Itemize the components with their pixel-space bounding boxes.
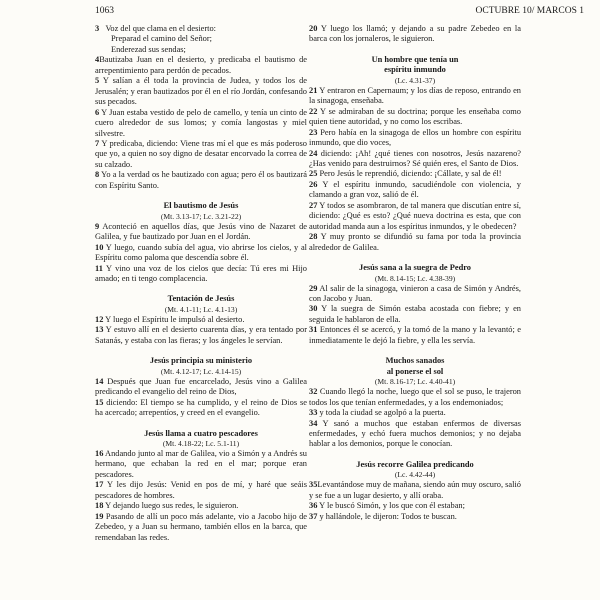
verse-8 bbox=[95, 170, 307, 191]
page-header bbox=[95, 5, 584, 17]
verse-number: 4 bbox=[95, 55, 100, 65]
verse-number: 13 bbox=[95, 325, 104, 335]
verse-16 bbox=[95, 449, 307, 480]
verse-6 bbox=[95, 108, 307, 139]
verse-text: Pero había en la sinagoga de ellos un hombre con espíritu inmundo, que dio voces, bbox=[309, 127, 522, 148]
verse-33 bbox=[309, 408, 521, 418]
verse-13 bbox=[95, 325, 307, 346]
section-refs: (Mt. 8.16-17; Lc. 4.40-41) bbox=[374, 377, 456, 387]
section-title: Jesús sana a la suegra de Pedro bbox=[359, 263, 471, 273]
verse-text: Y vino una voz de los cielos que decía: Tú eres mi Hijo amado; en ti tengo complacencia. bbox=[95, 263, 307, 283]
verse-36 bbox=[309, 501, 521, 511]
verse-4 bbox=[95, 55, 307, 76]
section-title: Muchos sanados bbox=[385, 356, 445, 366]
verse-37 bbox=[309, 512, 521, 522]
verse-number: 16 bbox=[95, 448, 104, 458]
verse-5 bbox=[95, 76, 307, 107]
verse-text: Al salir de la sinagoga, vinieron a casa de Simón y Andrés, con Jacobo y Juan. bbox=[309, 283, 521, 303]
section-refs: (Mt. 4.1-11; Lc. 4.1-13) bbox=[164, 304, 238, 314]
verse-3 bbox=[95, 24, 307, 55]
verse-26 bbox=[309, 180, 521, 201]
verse-number: 14 bbox=[95, 376, 104, 386]
section-title: espíritu inmundo bbox=[384, 65, 446, 75]
verse-number: 35 bbox=[309, 480, 318, 490]
verse-22 bbox=[309, 107, 521, 128]
verse-12 bbox=[95, 315, 307, 325]
section-heading bbox=[95, 201, 307, 211]
running-head: OCTUBRE 10/ MARCOS 1 bbox=[475, 6, 584, 16]
verse-text: Y muy pronto se difundió su fama por toda la provincia alrededor de Galilea. bbox=[309, 232, 521, 252]
page-number: 1063 bbox=[95, 6, 114, 16]
verse-29 bbox=[309, 284, 521, 305]
verse-number: 33 bbox=[309, 408, 318, 418]
verse-27 bbox=[309, 201, 521, 232]
verse-number: 12 bbox=[95, 314, 104, 324]
section-heading bbox=[309, 460, 521, 470]
verse-18 bbox=[95, 501, 307, 511]
section-title: El bautismo de Jesús bbox=[163, 201, 239, 211]
verse-number: 10 bbox=[95, 242, 104, 252]
verse-34 bbox=[309, 419, 521, 450]
section-heading bbox=[309, 55, 521, 76]
verse-text: Y entraron en Capernaum; y los días de reposo, entrando en la sinagoga, enseñaba. bbox=[309, 85, 521, 106]
section-refs: (Lc. 4.31-37) bbox=[394, 75, 436, 85]
verse-number: 28 bbox=[309, 232, 318, 242]
verse-text: Después que Juan fue encarcelado, Jesús vino a Galilea predicando el evangelio del reino de Dios, bbox=[95, 376, 307, 397]
poem-line: Voz del que clama en el desierto: bbox=[105, 24, 217, 33]
verse-24 bbox=[309, 149, 521, 170]
verse-text: Y Juan estaba vestido de pelo de camello, y tenía un cinto de cuero alrededor de sus lomos; y comía langostas y miel silvestre. bbox=[95, 107, 307, 138]
verse-35 bbox=[309, 480, 521, 501]
section-heading bbox=[95, 429, 307, 439]
left-column bbox=[95, 24, 307, 543]
verse-number: 19 bbox=[95, 511, 104, 521]
verse-number: 24 bbox=[309, 148, 318, 158]
verse-text: Yo a la verdad os he bautizado con agua; pero él os bautizará con Espíritu Santo. bbox=[95, 170, 307, 190]
verse-14 bbox=[95, 377, 307, 398]
verse-number: 25 bbox=[309, 169, 318, 179]
verse-17 bbox=[95, 480, 307, 501]
section-title: Jesús recorre Galilea predicando bbox=[356, 459, 474, 469]
section-title: Tentación de Jesús bbox=[167, 294, 235, 304]
verse-number: 8 bbox=[95, 170, 100, 180]
verse-text: Y les dijo Jesús: Venid en pos de mí, y haré que seáis pescadores de hombres. bbox=[95, 480, 307, 500]
verse-number: 32 bbox=[309, 387, 318, 397]
verse-7 bbox=[95, 139, 307, 170]
verse-32 bbox=[309, 387, 521, 408]
verse-text: Y sanó a muchos que estaban enfermos de diversas enfermedades, y echó fuera muchos demonios; y no dejaba hablar a los demonios, porque le conocían. bbox=[309, 418, 521, 449]
section-title: Jesús llama a cuatro pescadores bbox=[144, 428, 258, 438]
verse-10 bbox=[95, 243, 307, 264]
verse-number: 15 bbox=[95, 397, 104, 407]
verse-text: y toda la ciudad se agolpó a la puerta. bbox=[319, 408, 446, 418]
verse-number: 6 bbox=[95, 107, 100, 117]
verse-number: 29 bbox=[309, 283, 318, 293]
section-heading bbox=[309, 356, 521, 377]
verse-number: 18 bbox=[95, 501, 104, 511]
section-refs: (Mt. 4.18-22; Lc. 5.1-11) bbox=[162, 438, 240, 448]
verse-text: Y todos se asombraron, de tal manera que discutían entre sí, diciendo: ¿Qué es esto? ¿Qué nueva doctrina es esta, que con autoridad manda aun a los espíritus inmundos, y le obedecen? bbox=[309, 200, 521, 231]
verse-number: 21 bbox=[309, 85, 318, 95]
verse-number: 27 bbox=[309, 200, 318, 210]
verse-30 bbox=[309, 304, 521, 325]
poem-line: Preparad el camino del Señor; bbox=[111, 34, 212, 44]
verse-number: 36 bbox=[309, 501, 318, 511]
verse-text: Y se admiraban de su doctrina; porque les enseñaba como quien tiene autoridad, y no como los escribas. bbox=[309, 106, 521, 127]
verse-text: Y salían a él toda la provincia de Judea, y todos los de Jerusalén; y eran bautizados por él en el río Jordán, confesando sus pecados. bbox=[95, 76, 307, 107]
verse-15 bbox=[95, 398, 307, 419]
verse-text: Cuando llegó la noche, luego que el sol se puso, le trajeron todos los que tenían enfermedades, y a los endemoniados; bbox=[309, 387, 521, 407]
verse-31 bbox=[309, 325, 521, 346]
verse-28 bbox=[309, 232, 521, 253]
verse-9 bbox=[95, 222, 307, 243]
verse-text: Entonces él se acercó, y la tomó de la mano y la levantó; e inmediatamente le dejó la fiebre, y ella les servía. bbox=[309, 325, 522, 345]
verse-text: diciendo: ¡Ah! ¿qué tienes con nosotros, Jesús nazareno? ¿Has venido para destruirnos? Sé quién eres, el Santo de Dios. bbox=[309, 148, 521, 168]
verse-text: Y la suegra de Simón estaba acostada con fiebre; y en seguida le hablaron de ella. bbox=[309, 304, 521, 324]
verse-11 bbox=[95, 264, 307, 285]
section-heading bbox=[309, 263, 521, 273]
verse-number: 7 bbox=[95, 138, 100, 148]
verse-text: Y luego los llamó; y dejando a su padre Zebedeo en la barca con los jornaleros, le siguieron. bbox=[309, 24, 521, 44]
verse-number: 11 bbox=[95, 263, 103, 273]
verse-text: Pero Jesús le reprendió, diciendo: ¡Cállate, y sal de él! bbox=[319, 169, 502, 179]
verse-number: 3 bbox=[95, 24, 100, 33]
verse-number: 9 bbox=[95, 221, 100, 231]
section-heading bbox=[95, 356, 307, 366]
verse-number: 30 bbox=[309, 304, 318, 314]
section-refs: (Lc. 4.42-44) bbox=[394, 470, 436, 480]
section-refs: (Mt. 3.13-17; Lc. 3.21-22) bbox=[160, 211, 242, 221]
verse-19 bbox=[95, 512, 307, 543]
verse-text: Y dejando luego sus redes, le siguieron. bbox=[105, 501, 239, 511]
verse-21 bbox=[309, 86, 521, 107]
poem-line: Enderezad sus sendas; bbox=[111, 44, 186, 54]
verse-text: Pasando de allí un poco más adelante, vio a Jacobo hijo de Zebedeo, y a Juan su hermano, también ellos en la barca, que remendaban las redes. bbox=[95, 511, 307, 542]
verse-number: 37 bbox=[309, 511, 318, 521]
verse-text: Y predicaba, diciendo: Viene tras mí el que es más poderoso que yo, a quien no soy digno de desatar encorvado la correa de su calzado. bbox=[95, 138, 307, 169]
verse-number: 34 bbox=[309, 418, 318, 428]
section-title: Jesús principia su ministerio bbox=[149, 356, 253, 366]
verse-number: 26 bbox=[309, 179, 318, 189]
verse-text: Y le buscó Simón, y los que con él estaban; bbox=[319, 501, 465, 511]
verse-number: 20 bbox=[309, 24, 318, 33]
verse-text: Y luego el Espíritu le impulsó al desierto. bbox=[105, 314, 245, 324]
verse-text: Levantándose muy de mañana, siendo aún muy oscuro, salió y se fue a un lugar desierto, y allí oraba. bbox=[309, 480, 521, 500]
verse-20 bbox=[309, 24, 521, 45]
verse-text: Andando junto al mar de Galilea, vio a Simón y a Andrés su hermano, que echaban la red en el mar; porque eran pescadores. bbox=[95, 448, 307, 479]
verse-number: 5 bbox=[95, 76, 100, 86]
verse-text: Y el espíritu inmundo, sacudiéndole con violencia, y clamando a gran voz, salió de él. bbox=[309, 179, 521, 200]
verse-text: diciendo: El tiempo se ha cumplido, y el reino de Dios se ha acercado; arrepentíos, y creed en el evangelio. bbox=[95, 397, 308, 418]
section-heading bbox=[95, 294, 307, 304]
section-title: al ponerse el sol bbox=[386, 366, 444, 376]
verse-text: Bautizaba Juan en el desierto, y predicaba el bautismo de arrepentimiento para perdón de pecados. bbox=[95, 55, 307, 75]
verse-text: y hallándole, le dijeron: Todos te buscan. bbox=[319, 511, 457, 521]
verse-text: Y estuvo allí en el desierto cuarenta días, y era tentado por Satanás, y estaba con las fieras; y los ángeles le servían. bbox=[95, 325, 307, 345]
section-title: Un hombre que tenía un bbox=[371, 54, 459, 64]
verse-25 bbox=[309, 169, 521, 179]
verse-number: 31 bbox=[309, 325, 318, 335]
verse-23 bbox=[309, 128, 521, 149]
right-column bbox=[309, 24, 521, 522]
verse-number: 17 bbox=[95, 480, 104, 490]
section-refs: (Mt. 8.14-15; Lc. 4.38-39) bbox=[374, 273, 456, 283]
verse-text: Y luego, cuando subía del agua, vio abrirse los cielos, y al Espíritu como paloma que descendía sobre él. bbox=[95, 242, 307, 263]
section-refs: (Mt. 4.12-17; Lc. 4.14-15) bbox=[160, 366, 242, 376]
verse-number: 22 bbox=[309, 106, 318, 116]
verse-text: Aconteció en aquellos días, que Jesús vino de Nazaret de Galilea, y fue bautizado por Juan en el Jordán. bbox=[95, 221, 307, 242]
verse-number: 23 bbox=[309, 127, 318, 137]
